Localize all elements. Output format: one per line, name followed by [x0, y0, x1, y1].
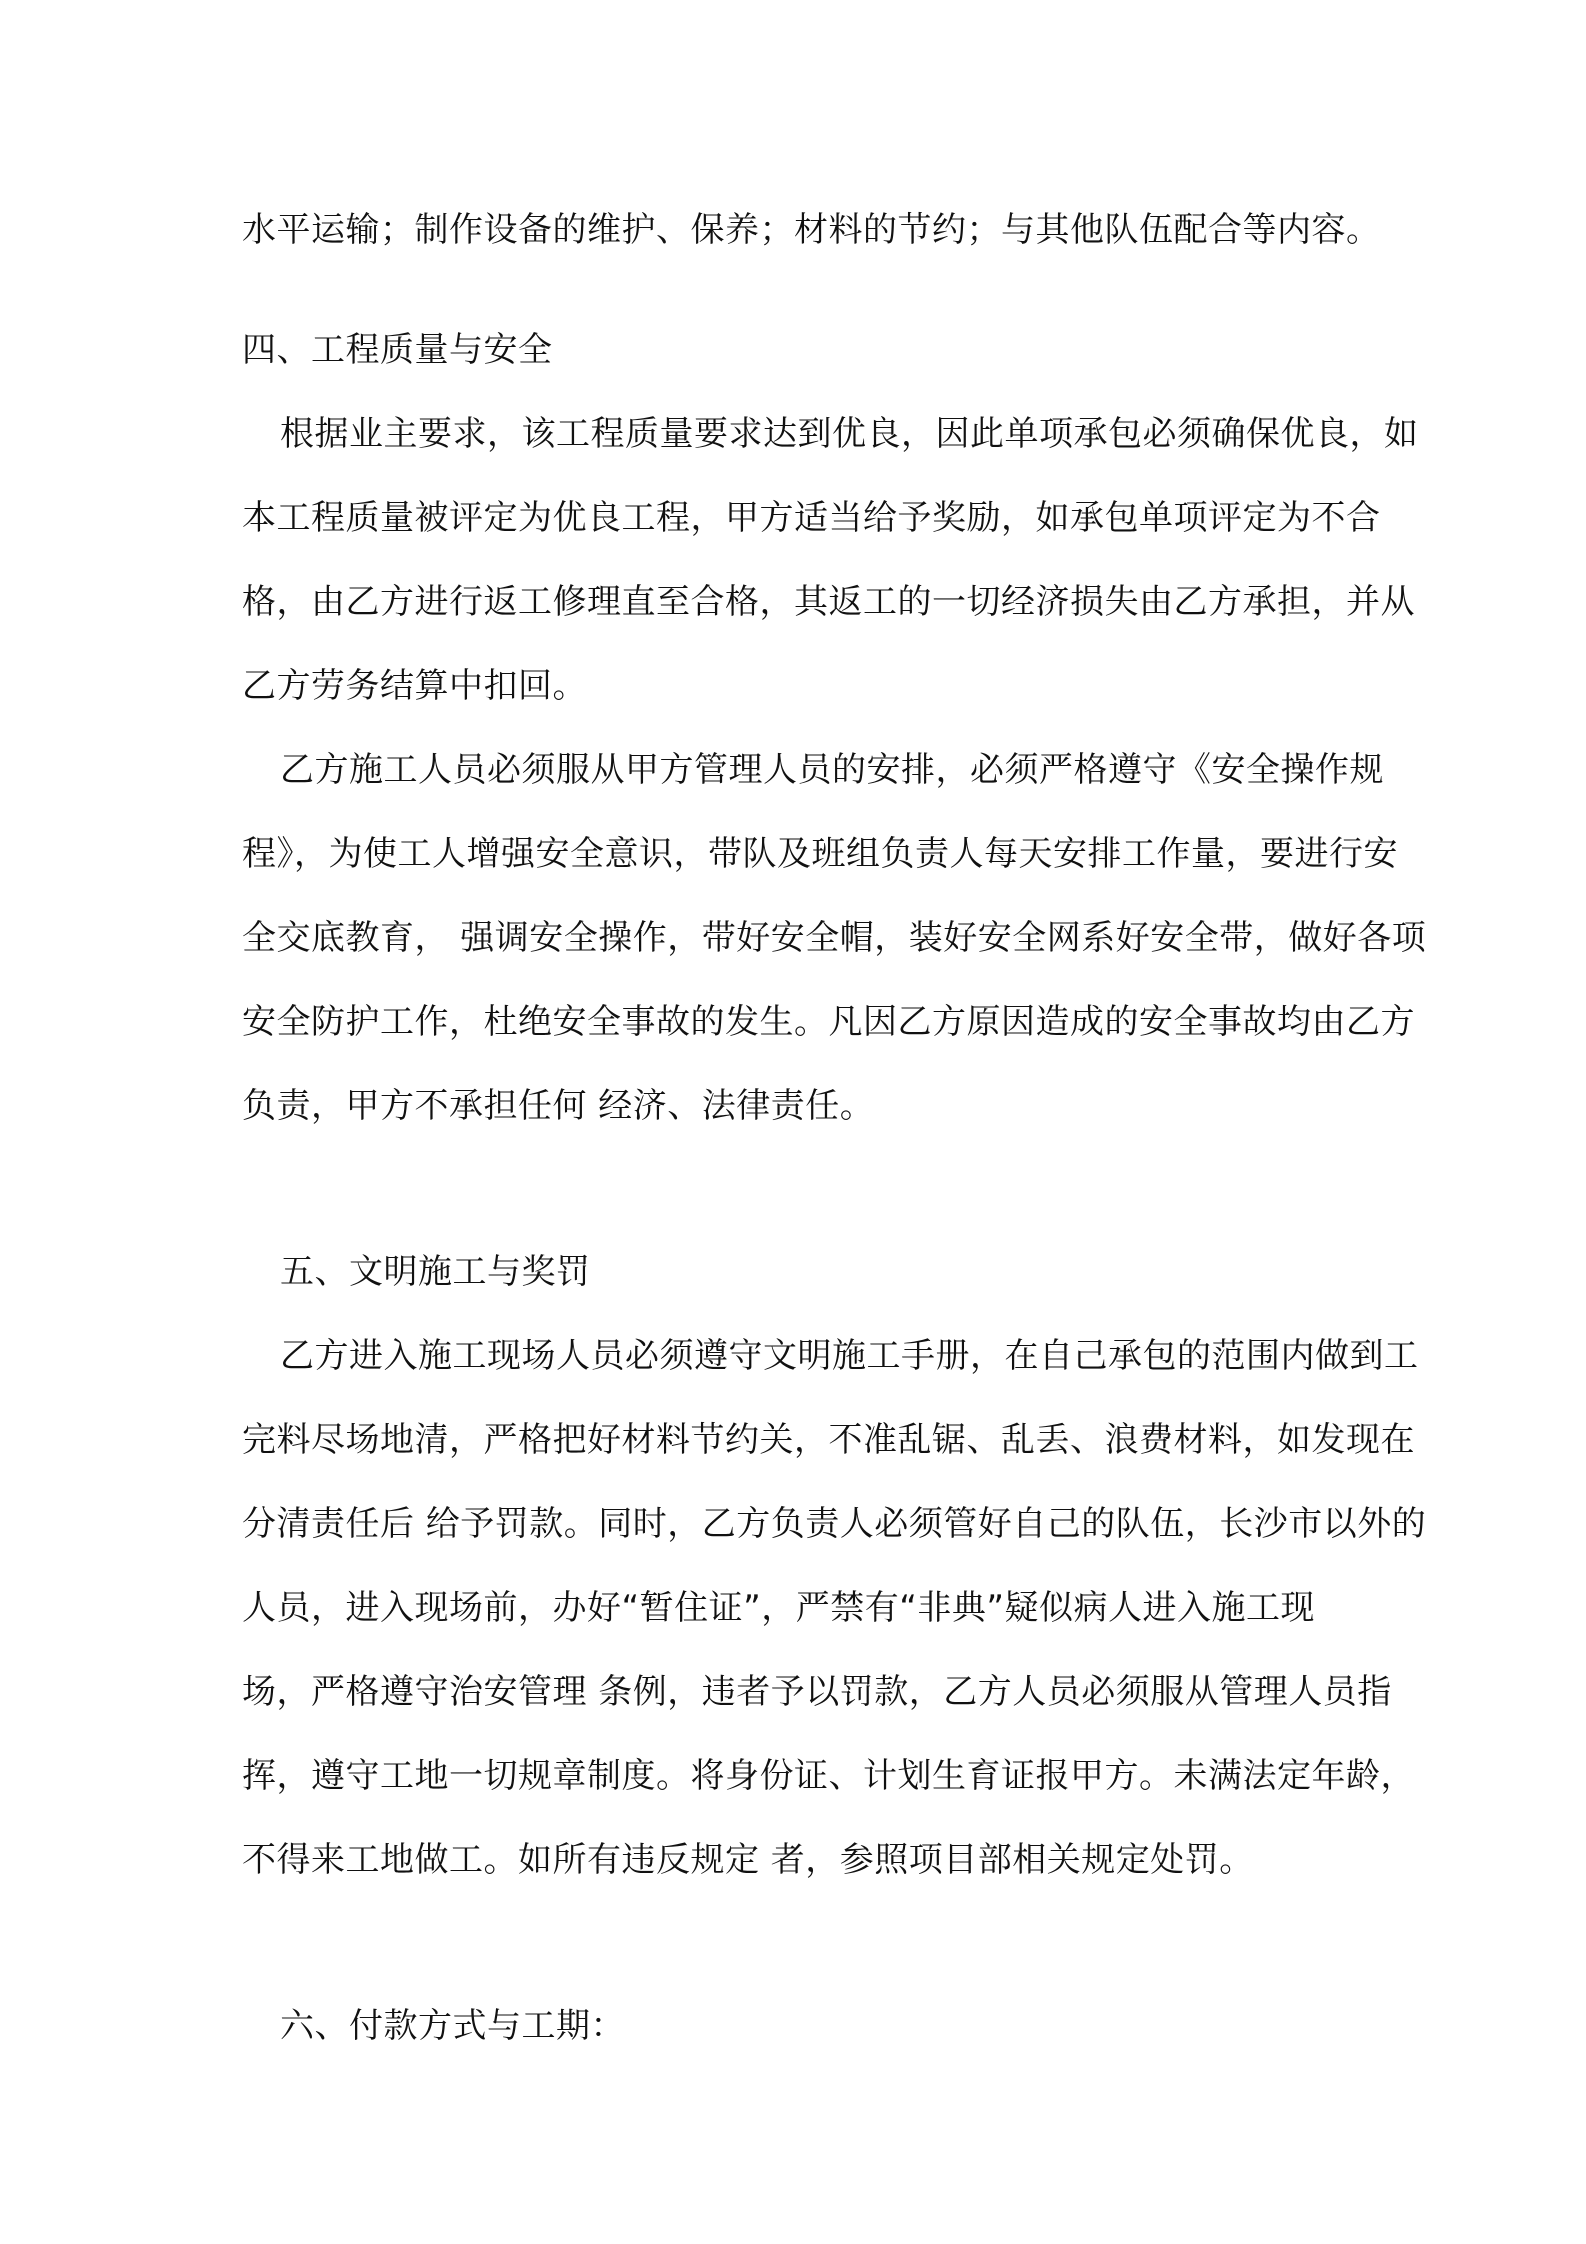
text-line-10: 安全防护工作，杜绝安全事故的发生。凡因乙方原因造成的安全事故均由乙方 [242, 1002, 1415, 1042]
text-line-14: 完料尽场地清，严格把好材料节约关，不准乱锯、乱丢、浪费材料，如发现在 [242, 1420, 1415, 1460]
text-line-8: 程》，为使工人增强安全意识，带队及班组负责人每天安排工作量，要进行安 [242, 834, 1398, 874]
text-line-5: 格，由乙方进行返工修理直至合格，其返工的一切经济损失由乙方承担，并从 [242, 582, 1415, 622]
text-line-13: 乙方进入施工现场人员必须遵守文明施工手册，在自己承包的范围内做到工 [280, 1336, 1419, 1376]
text-line-3: 根据业主要求，该工程质量要求达到优良，因此单项承包必须确保优良，如 [280, 414, 1419, 454]
text-line-19: 不得来工地做工。如所有违反规定 者，参照项目部相关规定处罚。 [242, 1840, 1254, 1880]
text-line-7: 乙方施工人员必须服从甲方管理人员的安排，必须严格遵守《安全操作规 [280, 750, 1384, 790]
text-line-18: 挥，遵守工地一切规章制度。将身份证、计划生育证报甲方。未满法定年龄， [242, 1756, 1415, 1796]
text-line-6: 乙方劳务结算中扣回。 [242, 666, 587, 706]
text-line-16: 人员，进入现场前，办好“暂住证”，严禁有“非典”疑似病人进入施工现 [242, 1588, 1315, 1628]
text-line-11: 负责，甲方不承担任何 经济、法律责任。 [242, 1086, 875, 1126]
text-line-15: 分清责任后 给予罚款。同时，乙方负责人必须管好自己的队伍，长沙市以外的 [242, 1504, 1427, 1544]
section-heading-5: 五、文明施工与奖罚 [280, 1252, 591, 1292]
section-heading-6: 六、付款方式与工期： [280, 2006, 625, 2046]
text-line-1: 水平运输；制作设备的维护、保养；材料的节约；与其他队伍配合等内容。 [242, 210, 1381, 250]
text-line-17: 场，严格遵守治安管理 条例，违者予以罚款，乙方人员必须服从管理人员指 [242, 1672, 1392, 1712]
section-heading-4: 四、工程质量与安全 [242, 330, 553, 370]
text-line-9: 全交底教育， 强调安全操作，带好安全帽，装好安全网系好安全带，做好各项 [242, 918, 1427, 958]
text-line-4: 本工程质量被评定为优良工程，甲方适当给予奖励，如承包单项评定为不合 [242, 498, 1381, 538]
